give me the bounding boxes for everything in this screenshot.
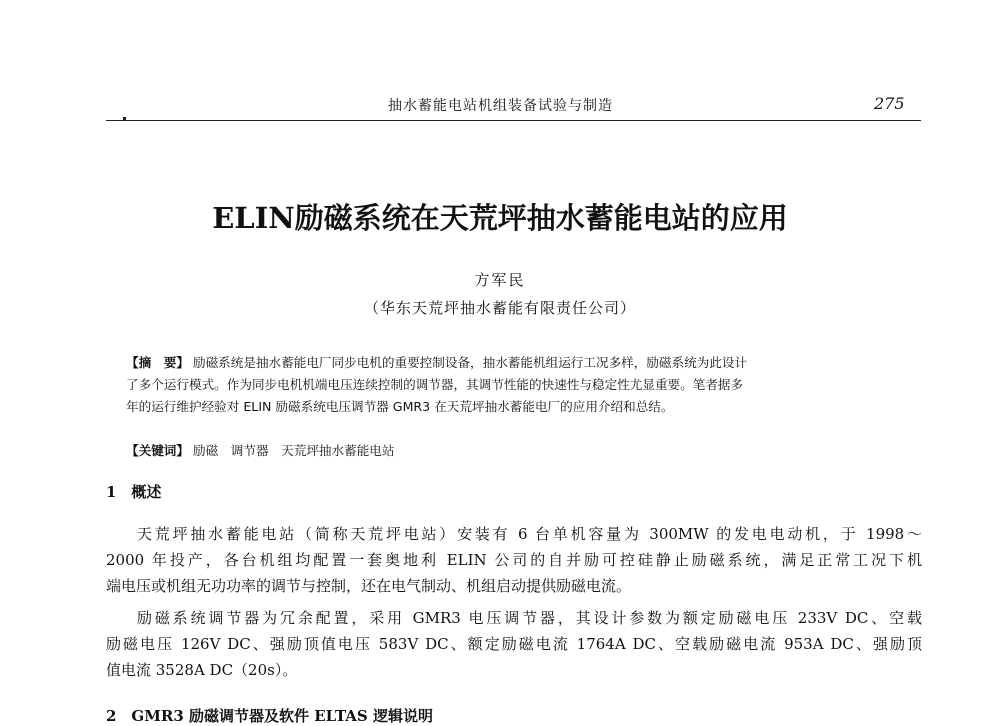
section-heading-overview: 1 概述 (106, 483, 162, 501)
abstract-line: 了多个运行模式。作为同步电机机端电压连续控制的调节器，其调节性能的快速性与稳定性尤显重要。笔者据多 (126, 377, 744, 392)
running-header-title: 抽水蓄能电站机组装备试验与制造 (388, 98, 613, 114)
article-title: ELIN励磁系统在天荒坪抽水蓄能电站的应用 (212, 201, 788, 235)
header-rule (106, 120, 921, 121)
abstract-label: 【摘 要】 (126, 355, 189, 370)
paragraph-line: 2000 年投产，各台机组均配置一套奥地利 ELIN 公司的自并励可控硅静止励磁系统，满足正常工况下机 (106, 551, 922, 569)
header-rule-mark (123, 117, 126, 120)
paragraph-line: 值电流 3528A DC（20s）。 (106, 661, 298, 679)
abstract (126, 352, 926, 418)
body-paragraph (106, 521, 922, 599)
paragraph-line: 天荒坪抽水蓄能电站（简称天荒坪电站）安装有 6 台单机容量为 300MW 的发电电动机，于 1998～ (137, 525, 922, 543)
page-number: 275 (874, 94, 905, 113)
body-paragraph (106, 605, 922, 683)
paragraph-line: 励磁系统调节器为冗余配置，采用 GMR3 电压调节器，其设计参数为额定励磁电压 233V DC、空载 (137, 609, 922, 627)
keywords (126, 440, 394, 459)
author-name: 方军民 (474, 271, 526, 289)
abstract-text: 励磁系统是抽水蓄能电厂同步电机的重要控制设备，抽水蓄能机组运行工况多样，励磁系统为此设计 (192, 355, 748, 370)
keywords-label: 【关键词】 (126, 443, 189, 458)
section-heading-gmr3: 2 GMR3 励磁调节器及软件 ELTAS 逻辑说明 (106, 707, 433, 725)
abstract-line (126, 352, 926, 374)
paragraph-line: 端电压或机组无功功率的调节与控制，还在电气制动、机组启动提供励磁电流。 (106, 577, 632, 595)
abstract-line: 年的运行维护经验对 ELIN 励磁系统电压调节器 GMR3 在天荒坪抽水蓄能电厂的应用介绍和总结。 (126, 399, 674, 414)
author-affiliation: （华东天荒坪抽水蓄能有限责任公司） (363, 299, 636, 317)
paragraph-line: 励磁电压 126V DC、强励顶值电压 583V DC、额定励磁电流 1764A DC、空载励磁电流 953A DC、强励顶 (106, 635, 922, 653)
keywords-text: 励磁 调节器 天荒坪抽水蓄能电站 (192, 443, 395, 458)
